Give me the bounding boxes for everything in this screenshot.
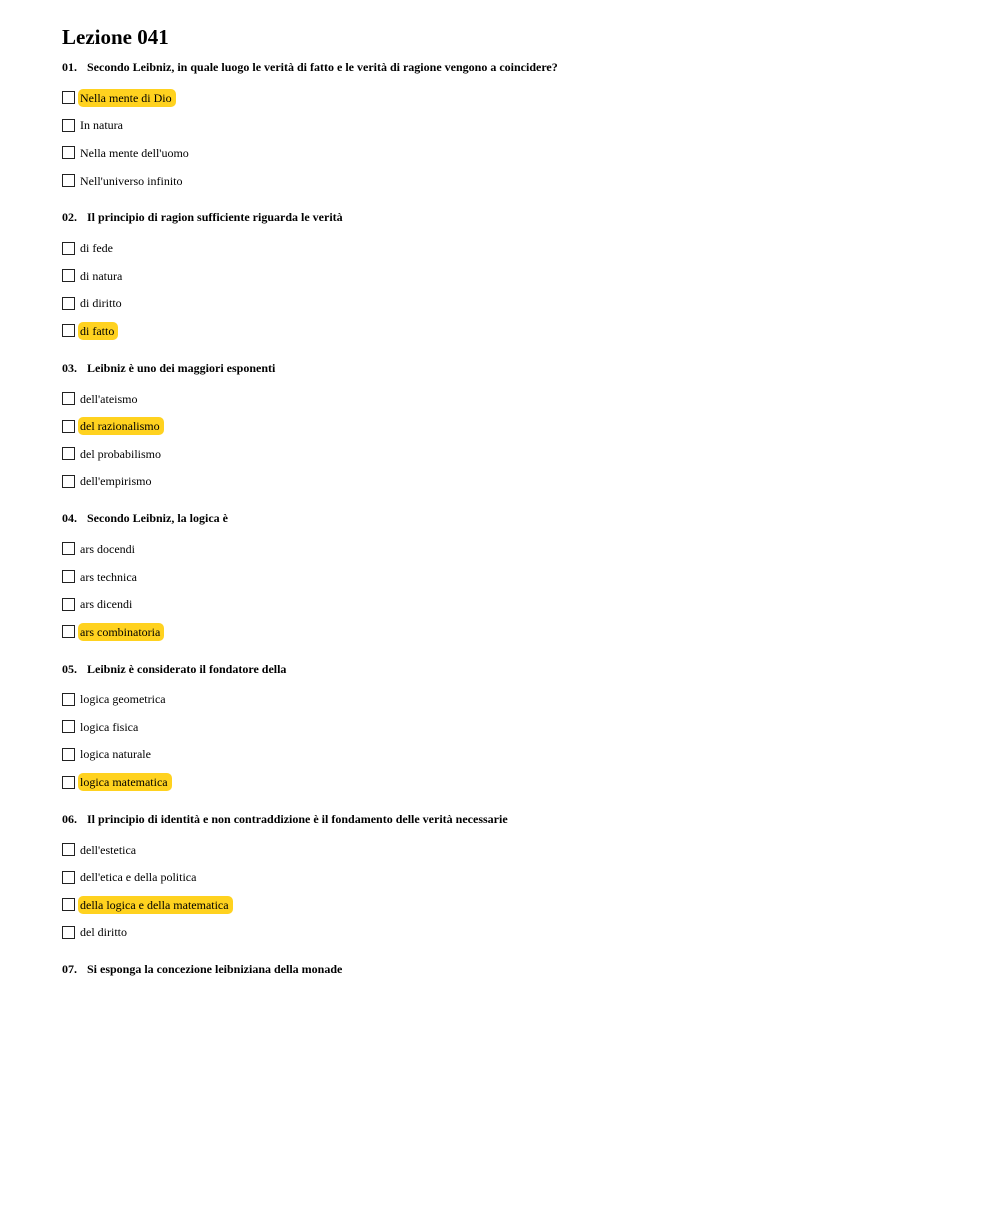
answer-checkbox[interactable] <box>62 119 75 132</box>
answer-option[interactable] <box>62 686 962 714</box>
quiz-page <box>62 24 962 978</box>
page-title: Lezione 041 <box>62 25 169 49</box>
answer-label-highlighted: ars combinatoria <box>78 623 164 641</box>
question-text: Il principio di ragion sufficiente riguarda le verità <box>87 210 343 225</box>
question-number: 02. <box>62 210 77 225</box>
answer-options <box>62 686 962 796</box>
answer-checkbox[interactable] <box>62 475 75 488</box>
question-heading <box>62 960 962 978</box>
answer-checkbox[interactable] <box>62 693 75 706</box>
answer-options <box>62 535 962 645</box>
answer-option[interactable] <box>62 836 962 864</box>
answer-checkbox[interactable] <box>62 324 75 337</box>
answer-option[interactable] <box>62 262 962 290</box>
question-heading <box>62 509 962 527</box>
answer-option[interactable] <box>62 112 962 140</box>
answer-option[interactable] <box>62 535 962 563</box>
answer-option[interactable] <box>62 440 962 468</box>
answer-label: del diritto <box>80 925 127 940</box>
answer-option[interactable] <box>62 317 962 345</box>
answer-checkbox[interactable] <box>62 242 75 255</box>
answer-checkbox[interactable] <box>62 146 75 159</box>
answer-label-highlighted: di fatto <box>78 322 118 340</box>
question-text: Il principio di identità e non contraddizione è il fondamento delle verità necessarie <box>87 811 508 826</box>
question-number: 03. <box>62 360 77 375</box>
answer-label: In natura <box>80 118 123 133</box>
answer-checkbox[interactable] <box>62 447 75 460</box>
answer-option[interactable] <box>62 713 962 741</box>
answer-checkbox[interactable] <box>62 174 75 187</box>
answer-options <box>62 836 962 946</box>
question-heading <box>62 208 962 226</box>
answer-option[interactable] <box>62 412 962 440</box>
answer-label: Nell'universo infinito <box>80 173 183 188</box>
question-text: Leibniz è considerato il fondatore della <box>87 661 287 676</box>
answer-checkbox[interactable] <box>62 269 75 282</box>
question-text: Secondo Leibniz, la logica è <box>87 511 228 526</box>
answer-options <box>62 385 962 495</box>
question-number: 07. <box>62 962 77 977</box>
answer-label: dell'ateismo <box>80 391 138 406</box>
answer-label-highlighted: della logica e della matematica <box>78 896 233 914</box>
answer-option[interactable] <box>62 139 962 167</box>
answer-label-highlighted: del razionalismo <box>78 417 164 435</box>
answer-label: ars dicendi <box>80 597 133 612</box>
question-02 <box>62 208 962 358</box>
answer-label: dell'empirismo <box>80 474 152 489</box>
answer-label: di natura <box>80 268 123 283</box>
answer-option[interactable] <box>62 563 962 591</box>
question-text: Leibniz è uno dei maggiori esponenti <box>87 360 276 375</box>
answer-option[interactable] <box>62 891 962 919</box>
question-heading <box>62 58 962 76</box>
question-07 <box>62 960 962 978</box>
answer-option[interactable] <box>62 468 962 496</box>
answer-label: Nella mente dell'uomo <box>80 145 189 160</box>
question-heading <box>62 660 962 678</box>
answer-option[interactable] <box>62 234 962 262</box>
answer-checkbox[interactable] <box>62 542 75 555</box>
answer-checkbox[interactable] <box>62 598 75 611</box>
answer-checkbox[interactable] <box>62 392 75 405</box>
answer-label: logica fisica <box>80 719 139 734</box>
answer-label-highlighted: Nella mente di Dio <box>78 89 176 107</box>
question-04 <box>62 509 962 659</box>
answer-option[interactable] <box>62 385 962 413</box>
question-06 <box>62 810 962 960</box>
answer-option[interactable] <box>62 167 962 195</box>
question-list <box>62 58 962 978</box>
answer-label: ars docendi <box>80 541 135 556</box>
question-number: 04. <box>62 511 77 526</box>
answer-checkbox[interactable] <box>62 297 75 310</box>
answer-checkbox[interactable] <box>62 898 75 911</box>
question-text: Si esponga la concezione leibniziana della monade <box>87 962 343 977</box>
answer-checkbox[interactable] <box>62 420 75 433</box>
answer-checkbox[interactable] <box>62 843 75 856</box>
answer-option[interactable] <box>62 84 962 112</box>
question-03 <box>62 359 962 509</box>
answer-label: logica geometrica <box>80 692 166 707</box>
question-text: Secondo Leibniz, in quale luogo le verità di fatto e le verità di ragione vengono a coincidere? <box>87 60 558 74</box>
answer-option[interactable] <box>62 590 962 618</box>
answer-checkbox[interactable] <box>62 926 75 939</box>
answer-checkbox[interactable] <box>62 720 75 733</box>
answer-label: dell'etica e della politica <box>80 870 197 885</box>
answer-label: dell'estetica <box>80 842 137 857</box>
answer-label: logica naturale <box>80 747 151 762</box>
answer-option[interactable] <box>62 768 962 796</box>
answer-checkbox[interactable] <box>62 748 75 761</box>
answer-options <box>62 84 962 194</box>
answer-checkbox[interactable] <box>62 625 75 638</box>
question-number: 01. <box>62 60 77 74</box>
question-number: 05. <box>62 661 77 676</box>
answer-option[interactable] <box>62 741 962 769</box>
answer-label: del probabilismo <box>80 446 161 461</box>
answer-checkbox[interactable] <box>62 570 75 583</box>
question-05 <box>62 660 962 810</box>
answer-checkbox[interactable] <box>62 871 75 884</box>
answer-option[interactable] <box>62 919 962 947</box>
answer-label: di diritto <box>80 296 122 311</box>
answer-label: ars technica <box>80 569 137 584</box>
question-01 <box>62 58 962 208</box>
answer-checkbox[interactable] <box>62 776 75 789</box>
question-heading <box>62 810 962 828</box>
answer-option[interactable] <box>62 290 962 318</box>
answer-label: di fede <box>80 241 113 256</box>
answer-options <box>62 234 962 344</box>
answer-checkbox[interactable] <box>62 91 75 104</box>
answer-option[interactable] <box>62 863 962 891</box>
question-heading <box>62 359 962 377</box>
answer-option[interactable] <box>62 618 962 646</box>
question-number: 06. <box>62 811 77 826</box>
answer-label-highlighted: logica matematica <box>78 773 172 791</box>
